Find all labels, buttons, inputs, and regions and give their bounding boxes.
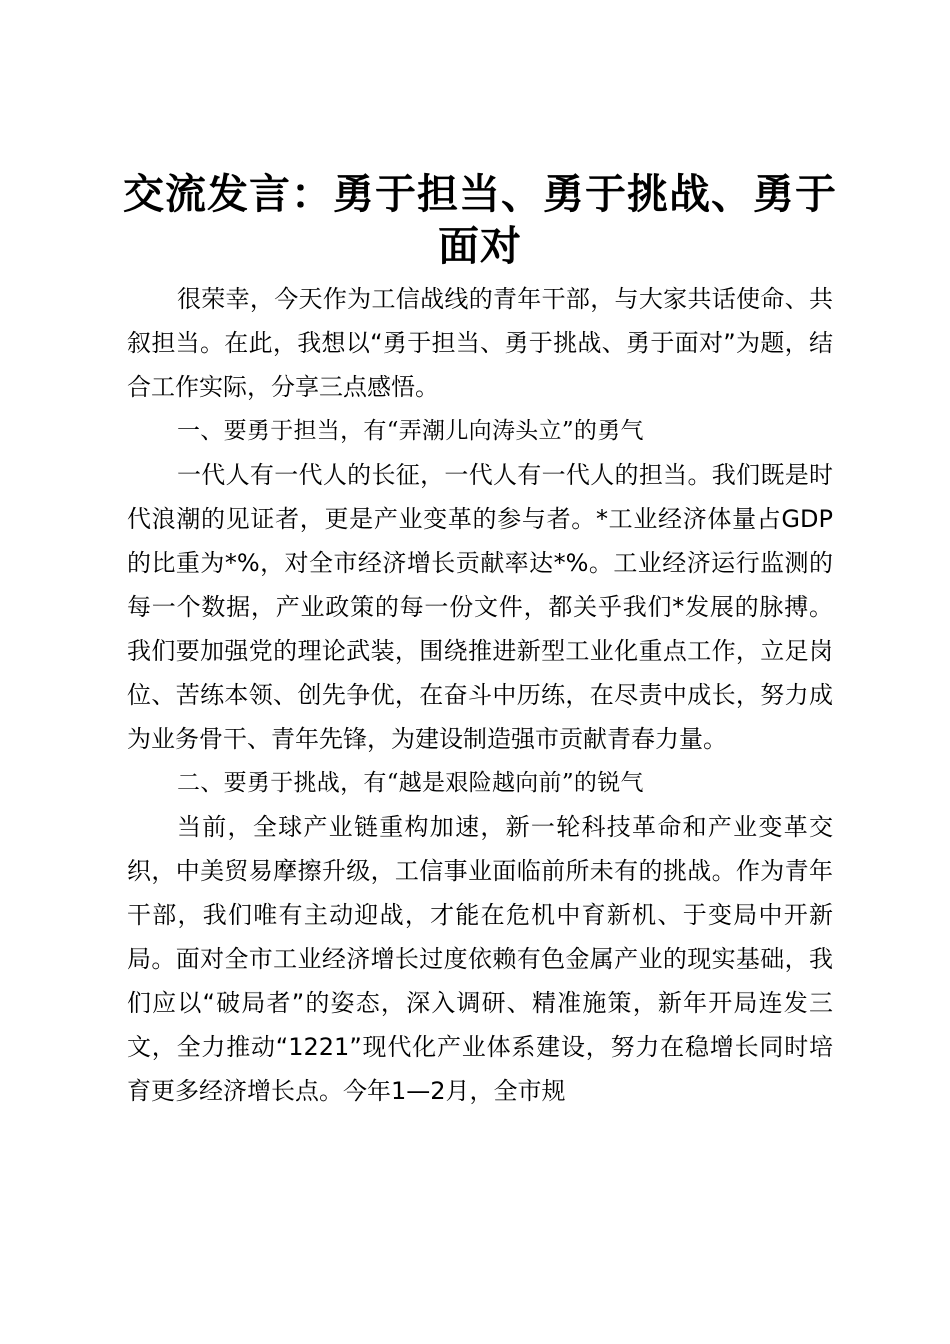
section-2-paragraph: 当前，全球产业链重构加速，新一轮科技革命和产业变革交织，中美贸易摩擦升级，工信事业面临前所未有的挑战。作为青年干部，我们唯有主动迎战，才能在危机中育新机、于变局中开新局。面对全市工业经济增长过度依赖有色金属产业的现实基础，我们应以“破局者”的姿态，深入调研、精准施策，新年开局连发三文，全力推动“1221”现代化产业体系建设，努力在稳增长同时培育更多经济增长点。今年1—2月，全市规 [127,813,833,1105]
intro-paragraph: 很荣幸，今天作为工信战线的青年干部，与大家共话使命、共叙担当。在此，我想以“勇于担当、勇于挑战、勇于面对”为题，结合工作实际，分享三点感悟。 [127,285,833,401]
section-heading-2: 二、要勇于挑战，有“越是艰险越向前”的锐气 [177,770,644,796]
section-1-paragraph: 一代人有一代人的长征，一代人有一代人的担当。我们既是时代浪潮的见证者，更是产业变革的参与者。*工业经济体量占GDP的比重为*%，对全市经济增长贡献率达*%。工业经济运行监测的每一个数据，产业政策的每一份文件，都关乎我们*发展的脉搏。我们要加强党的理论武装，围绕推进新型工业化重点工作，立足岗位、苦练本领、创先争优，在奋斗中历练，在尽责中成长，努力成为业务骨干、青年先锋，为建设制造强市贡献青春力量。 [127,461,833,753]
section-heading-1: 一、要勇于担当，有“弄潮儿向涛头立”的勇气 [177,418,644,444]
document-body [127,277,833,1113]
document-title: 交流发言：勇于担当、勇于挑战、勇于面对 [123,170,837,270]
